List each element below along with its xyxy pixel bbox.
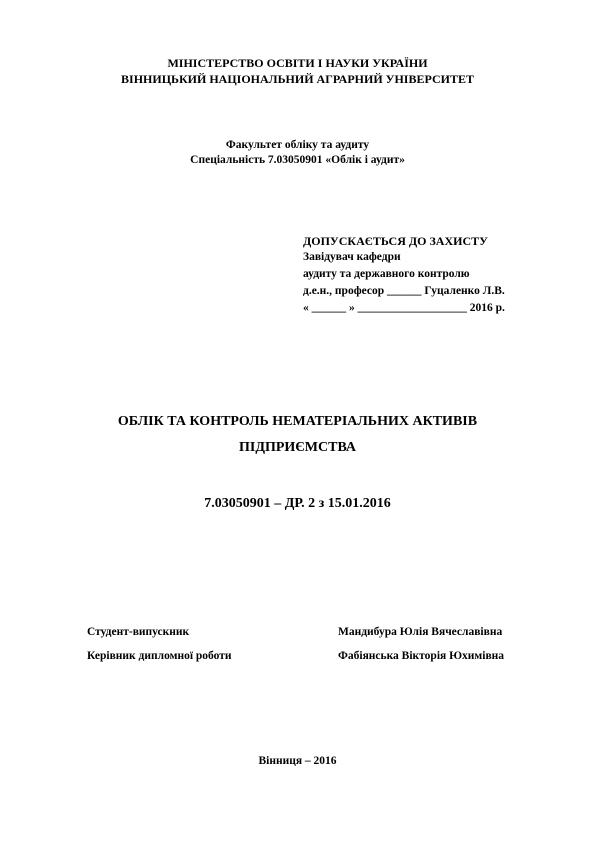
city-year: Вінниця – 2016 (258, 755, 337, 767)
approval-date-line: « ______ » ___________________ 2016 р. (303, 302, 505, 314)
specialty-line: Спеціальність 7.03050901 «Облік і аудит» (190, 154, 405, 166)
thesis-title-line2: ПІДПРИЄМСТВА (238, 440, 357, 455)
student-role: Студент-випускник (87, 626, 190, 638)
supervisor-role: Керівник дипломної роботи (87, 650, 232, 662)
thesis-code: 7.03050901 – ДР. 2 з 15.01.2016 (204, 496, 391, 511)
approval-department: аудиту та державного контролю (303, 268, 470, 280)
approval-head-title: Завідувач кафедри (303, 251, 401, 263)
ministry-name: МІНІСТЕРСТВО ОСВІТИ І НАУКИ УКРАЇНИ (167, 56, 428, 70)
university-name: ВІННИЦЬКИЙ НАЦІОНАЛЬНИЙ АГРАРНИЙ УНІВЕРСИТЕТ (121, 72, 474, 86)
approval-signatory: д.е.н., професор ______ Гуцаленко Л.В. (303, 285, 505, 297)
faculty-line: Факультет обліку та аудиту (225, 139, 370, 151)
approval-heading: ДОПУСКАЄТЬСЯ ДО ЗАХИСТУ (303, 234, 488, 248)
supervisor-name: Фабіянська Вікторія Юхимівна (338, 650, 505, 662)
student-name: Мандибура Юлія Вячеславівна (338, 626, 503, 638)
thesis-title-line1: ОБЛІК ТА КОНТРОЛЬ НЕМАТЕРІАЛЬНИХ АКТИВІВ (117, 414, 478, 429)
